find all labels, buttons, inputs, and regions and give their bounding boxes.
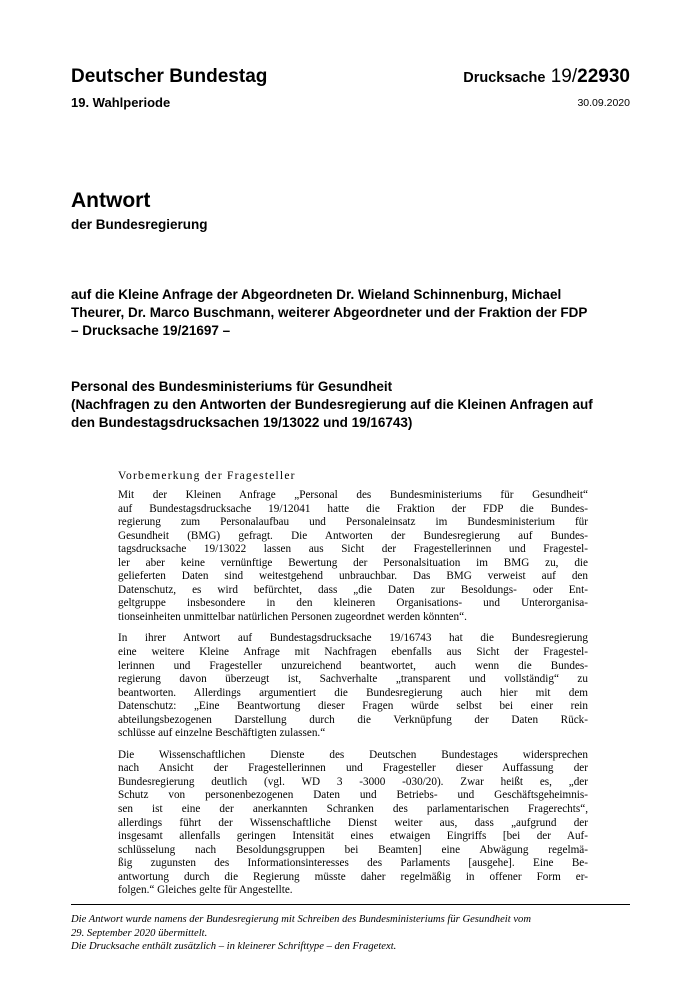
legislative-period: 19. Wahlperiode (71, 95, 171, 110)
text-line: ßig zugunsten des Informationsinteresses des Parlaments [ausgehe]. Eine Be- (118, 857, 588, 870)
drucksache-id: 22930 (577, 66, 630, 87)
footer-line: Die Antwort wurde namens der Bundesregierung mit Schreiben des Bundesministeriums für Gesundheit vom (71, 914, 531, 925)
text-line: beantworten. Allerdings argumentiert die Bundesregierung auch hier mit dem (118, 686, 588, 699)
document-title: Antwort (71, 189, 151, 212)
paragraph-3 (118, 749, 588, 898)
text-line: geltgruppe insbesondere in den kleineren Organisations- und Unterorganisa- (118, 597, 588, 610)
vorbemerkung-body (118, 489, 588, 906)
anfrage-line: auf die Kleine Anfrage der Abgeordneten Dr. Wieland Schinnenburg, Michael (71, 287, 562, 302)
vorbemerkung-heading: Vorbemerkung der Fragesteller (118, 470, 296, 482)
footer-note (71, 913, 636, 954)
text-line: auf Bundestagsdrucksache 19/12041 hatte die Fraktion der FDP die Bundes- (118, 502, 588, 515)
text-line: folgen.“ Gleiches gelte für Angestellte. (118, 884, 293, 897)
text-line: sen ist eine der anerkannten Schranken des parlamentarischen Fragerechts“, (118, 803, 588, 816)
text-line: gelieferten Daten sind weitestgehend unbrauchbar. Das BMG verweist auf den (118, 570, 588, 583)
text-line: schlüsselung nach Besoldungsgruppen bei Beamten] eine Abwägung regelmä- (118, 843, 588, 856)
anfrage-reference (71, 286, 636, 340)
document-date: 30.09.2020 (577, 97, 630, 109)
text-line: insgesamt allenfalls geringen Intensität eines etwaigen Eingriffs [bei der Auf- (118, 830, 588, 843)
text-line: nach Ansicht der Fragestellerinnen und Fragesteller dieser Auffassung der (118, 762, 588, 775)
anfrage-line: Theurer, Dr. Marco Buschmann, weiterer Abgeordneter und der Fraktion der FDP (71, 305, 588, 320)
footer-divider (71, 904, 630, 905)
footer-line: Die Drucksache enthält zusätzlich – in kleinerer Schrifttype – den Fragetext. (71, 941, 397, 952)
text-line: Schutz von personenbezogenen Daten und Betriebs- und Geschäftsgeheimnis- (118, 789, 588, 802)
text-line: Die Wissenschaftlichen Dienste des Deutschen Bundestages widersprechen (118, 748, 588, 761)
text-line: Gesundheit (BMG) gefragt. Die Antworten der Bundesregierung auf Bundes- (118, 529, 588, 542)
text-line: In ihrer Antwort auf Bundestagsdrucksache 19/16743 hat die Bundesregierung (118, 632, 588, 645)
drucksache-prefix: 19/ (550, 66, 578, 87)
text-line: Mit der Kleinen Anfrage „Personal des Bundesministeriums für Gesundheit“ (118, 489, 588, 501)
drucksache-label: Drucksache (463, 70, 546, 86)
text-line: tagsdrucksache 19/13022 lassen aus Sicht der Fragestellerinnen und Fragestel- (118, 543, 588, 556)
text-line: abteilungsbezogenen Darstellung durch die Verknüpfung der Daten Rück- (118, 713, 588, 726)
anfrage-line: – Drucksache 19/21697 – (71, 323, 231, 338)
text-line: ler aber keine vernünftige Bewertung der Personalsituation im BMG zu, die (118, 556, 588, 569)
paragraph-1 (118, 489, 588, 624)
text-line: antwortung durch die Regierung müsste daher regelmäßig in offener Form er- (118, 870, 588, 883)
institution-name: Deutscher Bundestag (71, 66, 268, 87)
drucksache-number (463, 66, 630, 88)
text-line: Datenschutz, es wird befürchtet, dass „die Daten zur Besoldungs- oder Ent- (118, 583, 588, 596)
topic-line: Personal des Bundesministeriums für Gesundheit (71, 379, 393, 394)
text-line: allerdings führt der Wissenschaftliche Dienst weiter aus, dass „aufgrund der (118, 816, 588, 829)
topic-line: den Bundestagsdrucksachen 19/13022 und 19/16743) (71, 415, 413, 430)
text-line: Datenschutz: „Eine Beantwortung dieser Fragen würde selbst bei einer rein (118, 700, 588, 713)
text-line: regierung davon überzeugt ist, Sachverhalte „transparent und vollständig“ zu (118, 673, 588, 686)
text-line: schlüsse auf einzelne Beschäftigten zulassen.“ (118, 727, 326, 740)
text-line: eine weitere Kleine Anfrage mit Nachfragen ebenfalls aus Sicht der Fragestel- (118, 646, 588, 659)
document-subtitle: der Bundesregierung (71, 217, 208, 232)
text-line: tionseinheiten unmittelbar natürlichen Personen zugeordnet werden könnten“. (118, 610, 467, 623)
text-line: regierung zum Personalaufbau und Personaleinsatz im Bundesministerium für (118, 516, 588, 529)
topic-line: (Nachfragen zu den Antworten der Bundesregierung auf die Kleinen Anfragen auf (71, 397, 593, 412)
paragraph-2 (118, 632, 588, 740)
footer-line: 29. September 2020 übermittelt. (71, 927, 208, 939)
topic-heading (71, 378, 636, 432)
text-line: lerinnen und Fragesteller unzureichend beantwortet, auch wenn die Bundes- (118, 659, 588, 672)
text-line: Bundesregierung deutlich (vgl. WD 3 -3000 -030/20). Zwar heißt es, „der (118, 775, 588, 788)
